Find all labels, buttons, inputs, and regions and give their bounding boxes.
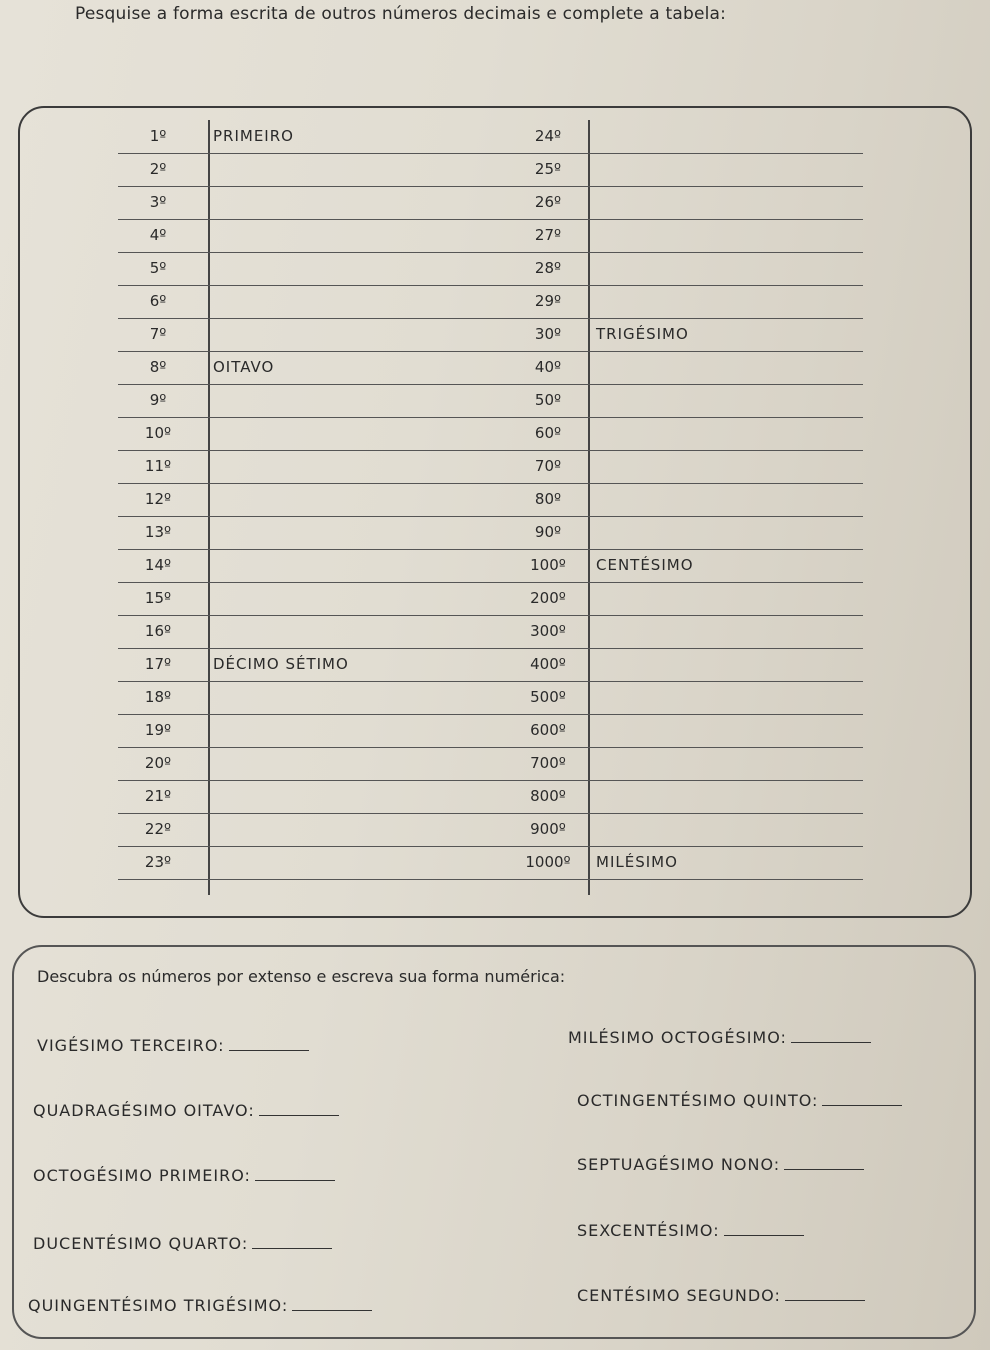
ordinal-number: 400º	[530, 655, 566, 673]
ordinal-number: 21º	[144, 787, 172, 805]
ordinal-number: 6º	[149, 292, 167, 310]
table-row	[118, 714, 863, 748]
question-label: VIGÉSIMO TERCEIRO:	[37, 1036, 225, 1055]
ordinal-number: 600º	[530, 721, 566, 739]
question-vigesimo-terceiro	[37, 1036, 309, 1055]
table-row	[118, 846, 863, 880]
ordinal-number: 70º	[534, 457, 562, 475]
table-row	[118, 615, 863, 649]
exercise-frame	[12, 945, 976, 1339]
ordinal-number: 800º	[530, 787, 566, 805]
ordinal-number: 23º	[144, 853, 172, 871]
question-quadragesimo-oitavo	[33, 1101, 339, 1120]
answer-blank[interactable]	[791, 1041, 871, 1043]
table-row	[118, 450, 863, 484]
ordinal-number: 20º	[144, 754, 172, 772]
ordinal-number: 17º	[144, 655, 172, 673]
ordinal-number: 28º	[534, 259, 562, 277]
ordinal-number: 2º	[149, 160, 167, 178]
ordinal-number: 18º	[144, 688, 172, 706]
ordinal-number: 40º	[534, 358, 562, 376]
table-row	[118, 648, 863, 682]
answer-blank[interactable]	[822, 1104, 902, 1106]
ordinal-number: 100º	[530, 556, 566, 574]
table-row	[118, 153, 863, 187]
table-row	[118, 318, 863, 352]
question-sexcentesimo	[577, 1221, 804, 1240]
question-septuagesimo-nono	[577, 1155, 864, 1174]
ordinal-number: 700º	[530, 754, 566, 772]
question-label: SEPTUAGÉSIMO NONO:	[577, 1155, 781, 1174]
ordinal-word: MILÉSIMO	[596, 853, 678, 871]
table-row	[118, 747, 863, 781]
ordinal-number: 1000º	[525, 853, 571, 871]
ordinal-word: OITAVO	[213, 358, 275, 376]
ordinal-number: 26º	[534, 193, 562, 211]
ordinal-number: 4º	[149, 226, 167, 244]
ordinal-number: 13º	[144, 523, 172, 541]
answer-blank[interactable]	[785, 1299, 865, 1301]
question-octingentesimo-quinto	[577, 1091, 902, 1110]
question-label: QUINGENTÉSIMO TRIGÉSIMO:	[28, 1296, 289, 1315]
question-label: DUCENTÉSIMO QUARTO:	[33, 1234, 249, 1253]
question-centesimo-segundo	[577, 1286, 865, 1305]
ordinal-number: 500º	[530, 688, 566, 706]
ordinal-number: 5º	[149, 259, 167, 277]
exercise-subtitle: Descubra os números por extenso e escreva sua forma numérica:	[37, 967, 566, 986]
ordinal-word: DÉCIMO SÉTIMO	[213, 655, 349, 673]
table-row	[118, 252, 863, 286]
ordinal-number: 7º	[149, 325, 167, 343]
question-quingentesimo-trigesimo	[28, 1296, 372, 1315]
question-label: OCTOGÉSIMO PRIMEIRO:	[33, 1166, 251, 1185]
question-label: SEXCENTÉSIMO:	[577, 1221, 720, 1240]
table-row	[118, 219, 863, 253]
table-row	[118, 681, 863, 715]
ordinal-number: 8º	[149, 358, 167, 376]
ordinal-number: 50º	[534, 391, 562, 409]
ordinal-word: CENTÉSIMO	[596, 556, 694, 574]
ordinal-number: 30º	[534, 325, 562, 343]
ordinal-number: 60º	[534, 424, 562, 442]
question-label: QUADRAGÉSIMO OITAVO:	[33, 1101, 255, 1120]
ordinal-table	[118, 120, 863, 895]
question-milesimo-octogesimo	[568, 1028, 871, 1047]
question-label: CENTÉSIMO SEGUNDO:	[577, 1286, 781, 1305]
ordinal-number: 22º	[144, 820, 172, 838]
question-label: OCTINGENTÉSIMO QUINTO:	[577, 1091, 819, 1110]
table-row	[118, 384, 863, 418]
ordinal-number: 9º	[149, 391, 167, 409]
table-row	[118, 582, 863, 616]
ordinal-number: 29º	[534, 292, 562, 310]
ordinal-number: 11º	[144, 457, 172, 475]
table-row	[118, 549, 863, 583]
answer-blank[interactable]	[784, 1168, 864, 1170]
answer-blank[interactable]	[229, 1049, 309, 1051]
ordinal-number: 16º	[144, 622, 172, 640]
answer-blank[interactable]	[252, 1247, 332, 1249]
ordinal-number: 1º	[149, 127, 167, 145]
answer-blank[interactable]	[292, 1309, 372, 1311]
ordinal-number: 15º	[144, 589, 172, 607]
answer-blank[interactable]	[255, 1179, 335, 1181]
ordinal-number: 3º	[149, 193, 167, 211]
table-row	[118, 516, 863, 550]
table-row	[118, 417, 863, 451]
question-label: MILÉSIMO OCTOGÉSIMO:	[568, 1028, 787, 1047]
ordinal-number: 14º	[144, 556, 172, 574]
question-ducentesimo-quarto	[33, 1234, 332, 1253]
ordinal-number: 80º	[534, 490, 562, 508]
table-row	[118, 186, 863, 220]
ordinal-word: TRIGÉSIMO	[596, 325, 689, 343]
ordinal-number: 300º	[530, 622, 566, 640]
ordinal-number: 900º	[530, 820, 566, 838]
ordinal-number: 19º	[144, 721, 172, 739]
instruction-text: Pesquise a forma escrita de outros números decimais e complete a tabela:	[75, 4, 727, 24]
table-row	[118, 351, 863, 385]
ordinal-number: 10º	[144, 424, 172, 442]
ordinal-number: 27º	[534, 226, 562, 244]
question-octogesimo-primeiro	[33, 1166, 335, 1185]
ordinal-number: 90º	[534, 523, 562, 541]
ordinal-number: 12º	[144, 490, 172, 508]
table-row	[118, 285, 863, 319]
answer-blank[interactable]	[259, 1114, 339, 1116]
ordinal-word: PRIMEIRO	[213, 127, 294, 145]
table-row	[118, 483, 863, 517]
table-row	[118, 120, 863, 154]
answer-blank[interactable]	[724, 1234, 804, 1236]
table-row	[118, 780, 863, 814]
table-row	[118, 813, 863, 847]
ordinal-number: 25º	[534, 160, 562, 178]
ordinal-number: 200º	[530, 589, 566, 607]
ordinal-number: 24º	[534, 127, 562, 145]
